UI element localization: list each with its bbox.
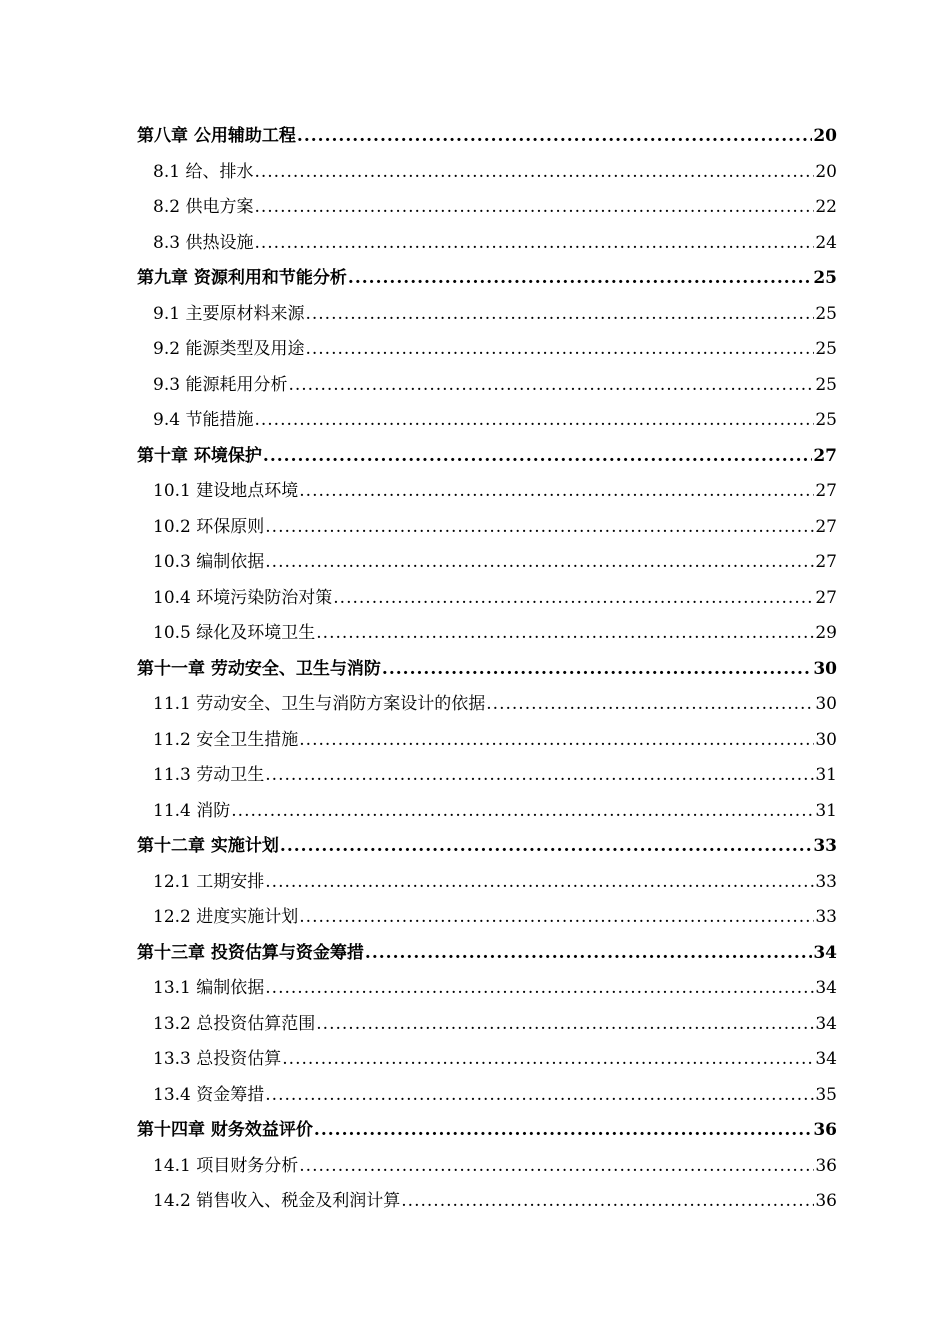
toc-page-number: 25 — [813, 268, 837, 288]
toc-section-entry[interactable] — [137, 332, 837, 368]
toc-entry-title: 9.2 能源类型及用途 — [153, 339, 305, 359]
toc-dot-leader — [265, 865, 814, 901]
toc-page-number: 36 — [815, 1155, 837, 1176]
toc-entry-title: 11.1 劳动安全、卫生与消防方案设计的依据 — [153, 694, 486, 714]
toc-section-entry[interactable] — [137, 403, 837, 439]
toc-page-number: 33 — [813, 836, 837, 856]
toc-entry-title: 13.4 资金筹措 — [153, 1084, 265, 1105]
toc-dot-leader — [231, 794, 814, 830]
table-of-contents — [137, 119, 837, 1220]
toc-entry-title: 第十三章 投资估算与资金筹措 — [137, 942, 364, 963]
toc-dot-leader — [299, 723, 814, 759]
toc-entry-title: 9.4 节能措施 — [153, 410, 254, 430]
toc-dot-leader — [254, 155, 814, 191]
toc-page-number: 31 — [815, 800, 837, 821]
toc-page-number: 34 — [815, 1049, 837, 1069]
toc-dot-leader — [382, 652, 812, 688]
toc-section-entry[interactable] — [137, 971, 837, 1007]
toc-entry-title: 12.1 工期安排 — [153, 871, 265, 892]
toc-entry-title: 10.4 环境污染防治对策 — [153, 587, 333, 608]
toc-chapter-entry[interactable] — [137, 829, 837, 865]
toc-section-entry[interactable] — [137, 1149, 837, 1185]
toc-page-number: 27 — [815, 587, 837, 608]
toc-entry-title: 13.2 总投资估算范围 — [153, 1013, 316, 1034]
toc-section-entry[interactable] — [137, 1007, 837, 1043]
toc-entry-title: 10.1 建设地点环境 — [153, 481, 299, 501]
toc-page-number: 27 — [815, 481, 837, 501]
toc-entry-title: 14.1 项目财务分析 — [153, 1155, 299, 1176]
toc-page-number: 34 — [815, 1013, 837, 1034]
toc-entry-title: 8.1 给、排水 — [153, 161, 254, 182]
toc-dot-leader — [486, 687, 814, 723]
toc-page-number: 35 — [815, 1084, 837, 1105]
toc-entry-title: 第十二章 实施计划 — [137, 836, 279, 856]
toc-entry-title: 13.1 编制依据 — [153, 978, 265, 998]
toc-section-entry[interactable] — [137, 616, 837, 652]
toc-page-number: 36 — [815, 1191, 837, 1211]
toc-page-number: 29 — [815, 623, 837, 643]
toc-section-entry[interactable] — [137, 155, 837, 191]
toc-page-number: 27 — [815, 552, 837, 572]
toc-section-entry[interactable] — [137, 758, 837, 794]
toc-entry-title: 第八章 公用辅助工程 — [137, 126, 296, 146]
toc-dot-leader — [265, 510, 814, 546]
toc-page-number: 27 — [813, 445, 837, 466]
toc-dot-leader — [265, 545, 814, 581]
toc-entry-title: 12.2 进度实施计划 — [153, 907, 299, 927]
toc-page-number: 25 — [815, 339, 837, 359]
toc-entry-title: 9.3 能源耗用分析 — [153, 374, 288, 395]
toc-section-entry[interactable] — [137, 900, 837, 936]
toc-entry-title: 13.3 总投资估算 — [153, 1049, 282, 1069]
toc-page-number: 20 — [815, 161, 837, 182]
toc-entry-title: 8.2 供电方案 — [153, 197, 254, 217]
toc-dot-leader — [265, 971, 814, 1007]
toc-entry-title: 8.3 供热设施 — [153, 232, 254, 253]
toc-entry-title: 第十章 环境保护 — [137, 445, 262, 466]
toc-section-entry[interactable] — [137, 474, 837, 510]
toc-page-number: 30 — [815, 729, 837, 750]
toc-page-number: 20 — [813, 126, 837, 146]
toc-dot-leader — [299, 900, 814, 936]
toc-page-number: 25 — [815, 303, 837, 324]
toc-section-entry[interactable] — [137, 226, 837, 262]
toc-chapter-entry[interactable] — [137, 439, 837, 475]
toc-section-entry[interactable] — [137, 1042, 837, 1078]
toc-chapter-entry[interactable] — [137, 936, 837, 972]
toc-dot-leader — [365, 936, 812, 972]
toc-section-entry[interactable] — [137, 368, 837, 404]
toc-dot-leader — [254, 190, 814, 226]
toc-dot-leader — [299, 474, 814, 510]
toc-section-entry[interactable] — [137, 865, 837, 901]
toc-section-entry[interactable] — [137, 1184, 837, 1220]
toc-dot-leader — [254, 226, 814, 262]
toc-section-entry[interactable] — [137, 297, 837, 333]
toc-entry-title: 9.1 主要原材料来源 — [153, 303, 305, 324]
toc-dot-leader — [288, 368, 814, 404]
toc-section-entry[interactable] — [137, 723, 837, 759]
toc-page-number: 34 — [815, 978, 837, 998]
toc-page-number: 25 — [815, 410, 837, 430]
toc-entry-title: 第九章 资源利用和节能分析 — [137, 268, 347, 288]
toc-page-number: 22 — [815, 197, 837, 217]
toc-entry-title: 11.4 消防 — [153, 800, 231, 821]
toc-entry-title: 10.3 编制依据 — [153, 552, 265, 572]
toc-dot-leader — [299, 1149, 814, 1185]
toc-section-entry[interactable] — [137, 510, 837, 546]
toc-chapter-entry[interactable] — [137, 119, 837, 155]
toc-entry-title: 第十一章 劳动安全、卫生与消防 — [137, 658, 381, 679]
toc-dot-leader — [297, 119, 812, 155]
toc-page-number: 30 — [815, 694, 837, 714]
toc-dot-leader — [263, 439, 812, 475]
toc-page-number: 25 — [815, 374, 837, 395]
toc-entry-title: 第十四章 财务效益评价 — [137, 1120, 313, 1140]
toc-page-number: 27 — [815, 516, 837, 537]
toc-dot-leader — [316, 1007, 814, 1043]
toc-entry-title: 14.2 销售收入、税金及利润计算 — [153, 1191, 401, 1211]
toc-chapter-entry[interactable] — [137, 652, 837, 688]
toc-entry-title: 10.2 环保原则 — [153, 516, 265, 537]
toc-chapter-entry[interactable] — [137, 1113, 837, 1149]
toc-page-number: 30 — [813, 658, 837, 679]
toc-dot-leader — [265, 758, 814, 794]
toc-dot-leader — [280, 829, 812, 865]
toc-entry-title: 11.2 安全卫生措施 — [153, 729, 299, 750]
toc-page-number: 24 — [815, 232, 837, 253]
toc-section-entry[interactable] — [137, 687, 837, 723]
toc-section-entry[interactable] — [137, 581, 837, 617]
toc-dot-leader — [314, 1113, 812, 1149]
toc-entry-title: 11.3 劳动卫生 — [153, 765, 265, 785]
toc-dot-leader — [401, 1184, 814, 1220]
toc-dot-leader — [333, 581, 814, 617]
toc-section-entry[interactable] — [137, 545, 837, 581]
toc-entry-title: 10.5 绿化及环境卫生 — [153, 623, 316, 643]
toc-dot-leader — [305, 297, 814, 333]
toc-section-entry[interactable] — [137, 190, 837, 226]
toc-dot-leader — [254, 403, 814, 439]
toc-chapter-entry[interactable] — [137, 261, 837, 297]
toc-dot-leader — [265, 1078, 814, 1114]
toc-dot-leader — [282, 1042, 814, 1078]
toc-dot-leader — [305, 332, 814, 368]
toc-section-entry[interactable] — [137, 1078, 837, 1114]
toc-section-entry[interactable] — [137, 794, 837, 830]
toc-page-number: 33 — [815, 871, 837, 892]
toc-dot-leader — [348, 261, 812, 297]
toc-page-number: 36 — [813, 1120, 837, 1140]
toc-page-number: 33 — [815, 907, 837, 927]
toc-page-number: 31 — [815, 765, 837, 785]
toc-dot-leader — [316, 616, 814, 652]
toc-page-number: 34 — [813, 942, 837, 963]
